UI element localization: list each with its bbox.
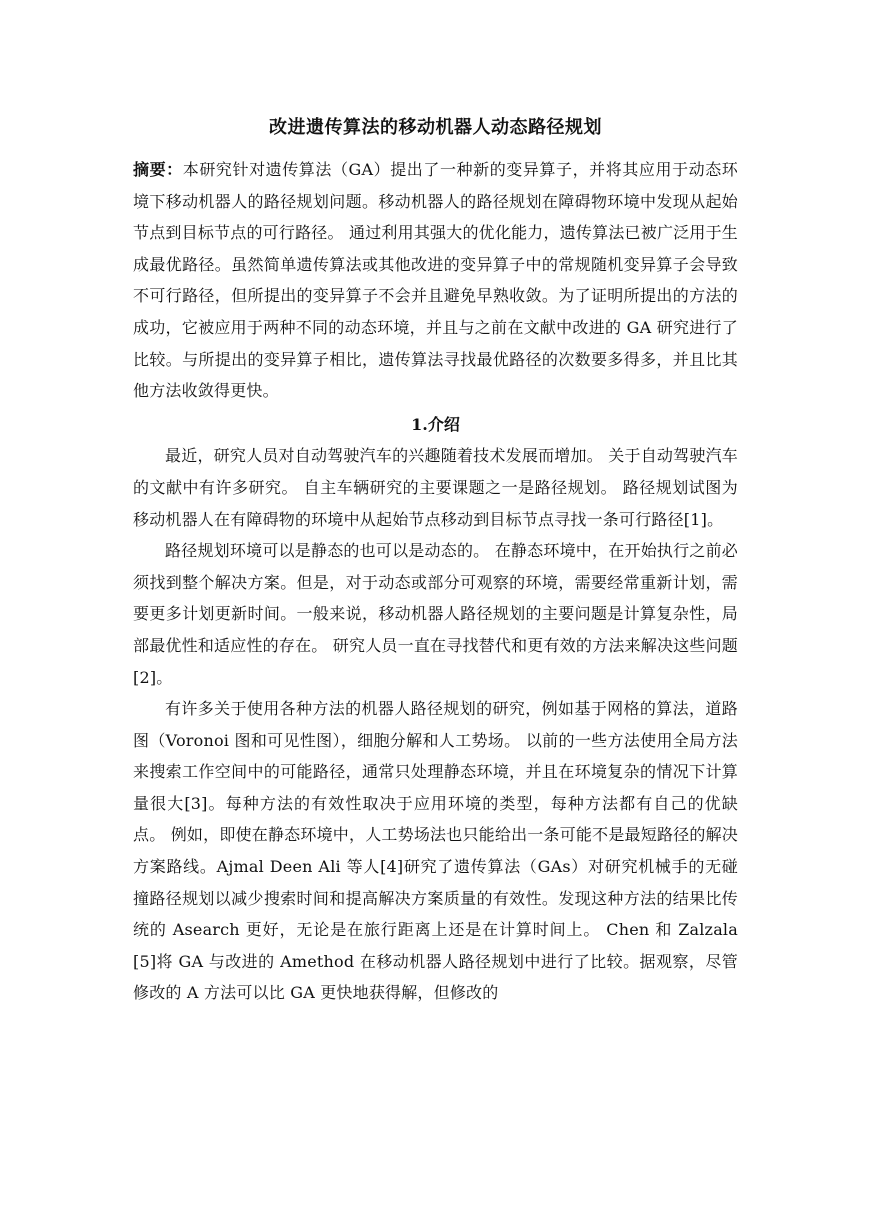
document-page	[133, 112, 738, 1009]
paragraph-3: 有许多关于使用各种方法的机器人路径规划的研究，例如基于网格的算法，道路图（Voronoi 图和可见性图），细胞分解和人工势场。 以前的一些方法使用全局方法来搜索工作空间中的可能路径，通常只处理静态环境，并且在环境复杂的情况下计算量很大[3]。每种方法的有效性取决于应用环境的类型，每种方法都有自己的优缺点。 例如，即使在静态环境中，人工势场法也只能给出一条可能不是最短路径的解决方案路线。Ajmal Deen Ali 等人[4]研究了遗传算法（GAs）对研究机械手的无碰撞路径规划以减少搜索时间和提高解决方案质量的有效性。发现这种方法的结果比传统的 Asearch 更好，无论是在旅行距离上还是在计算时间上。 Chen 和 Zalzala [5]将 GA 与改进的 Amethod 在移动机器人路径规划中进行了比较。据观察，尽管修改的 A 方法可以比 GA 更快地获得解，但修改的	[133, 699, 738, 1003]
abstract-text: 本研究针对遗传算法（GA）提出了一种新的变异算子，并将其应用于动态环境下移动机器人的路径规划问题。移动机器人的路径规划在障碍物环境中发现从起始节点到目标节点的可行路径。 通过利用其强大的优化能力，遗传算法已被广泛用于生成最优路径。虽然简单遗传算法或其他改进的变异算子中的常规随机变异算子会导致不可行路径，但所提出的变异算子不会并且避免早熟收敛。为了证明所提出的方法的成功，它被应用于两种不同的动态环境，并且与之前在文献中改进的 GA 研究进行了比较。与所提出的变异算子相比，遗传算法寻找最优路径的次数要多得多，并且比其他方法收敛得更快。	[133, 160, 739, 401]
paragraph-2: 路径规划环境可以是静态的也可以是动态的。 在静态环境中，在开始执行之前必须找到整个解决方案。但是，对于动态或部分可观察的环境，需要经常重新计划，需要更多计划更新时间。一般来说，移动机器人路径规划的主要问题是计算复杂性，局部最优性和适应性的存在。 研究人员一直在寻找替代和更有效的方法来解决这些问题[2]。	[133, 541, 738, 687]
section-heading: 1.介绍	[411, 414, 460, 434]
abstract	[133, 154, 738, 407]
abstract-label: 摘要：	[133, 160, 183, 179]
paper-title: 改进遗传算法的移动机器人动态路径规划	[269, 117, 602, 138]
paragraph-1: 最近，研究人员对自动驾驶汽车的兴趣随着技术发展而增加。 关于自动驾驶汽车的文献中有许多研究。 自主车辆研究的主要课题之一是路径规划。 路径规划试图为移动机器人在有障碍物的环境中从起始节点移动到目标节点寻找一条可行路径[1]。	[133, 446, 738, 529]
